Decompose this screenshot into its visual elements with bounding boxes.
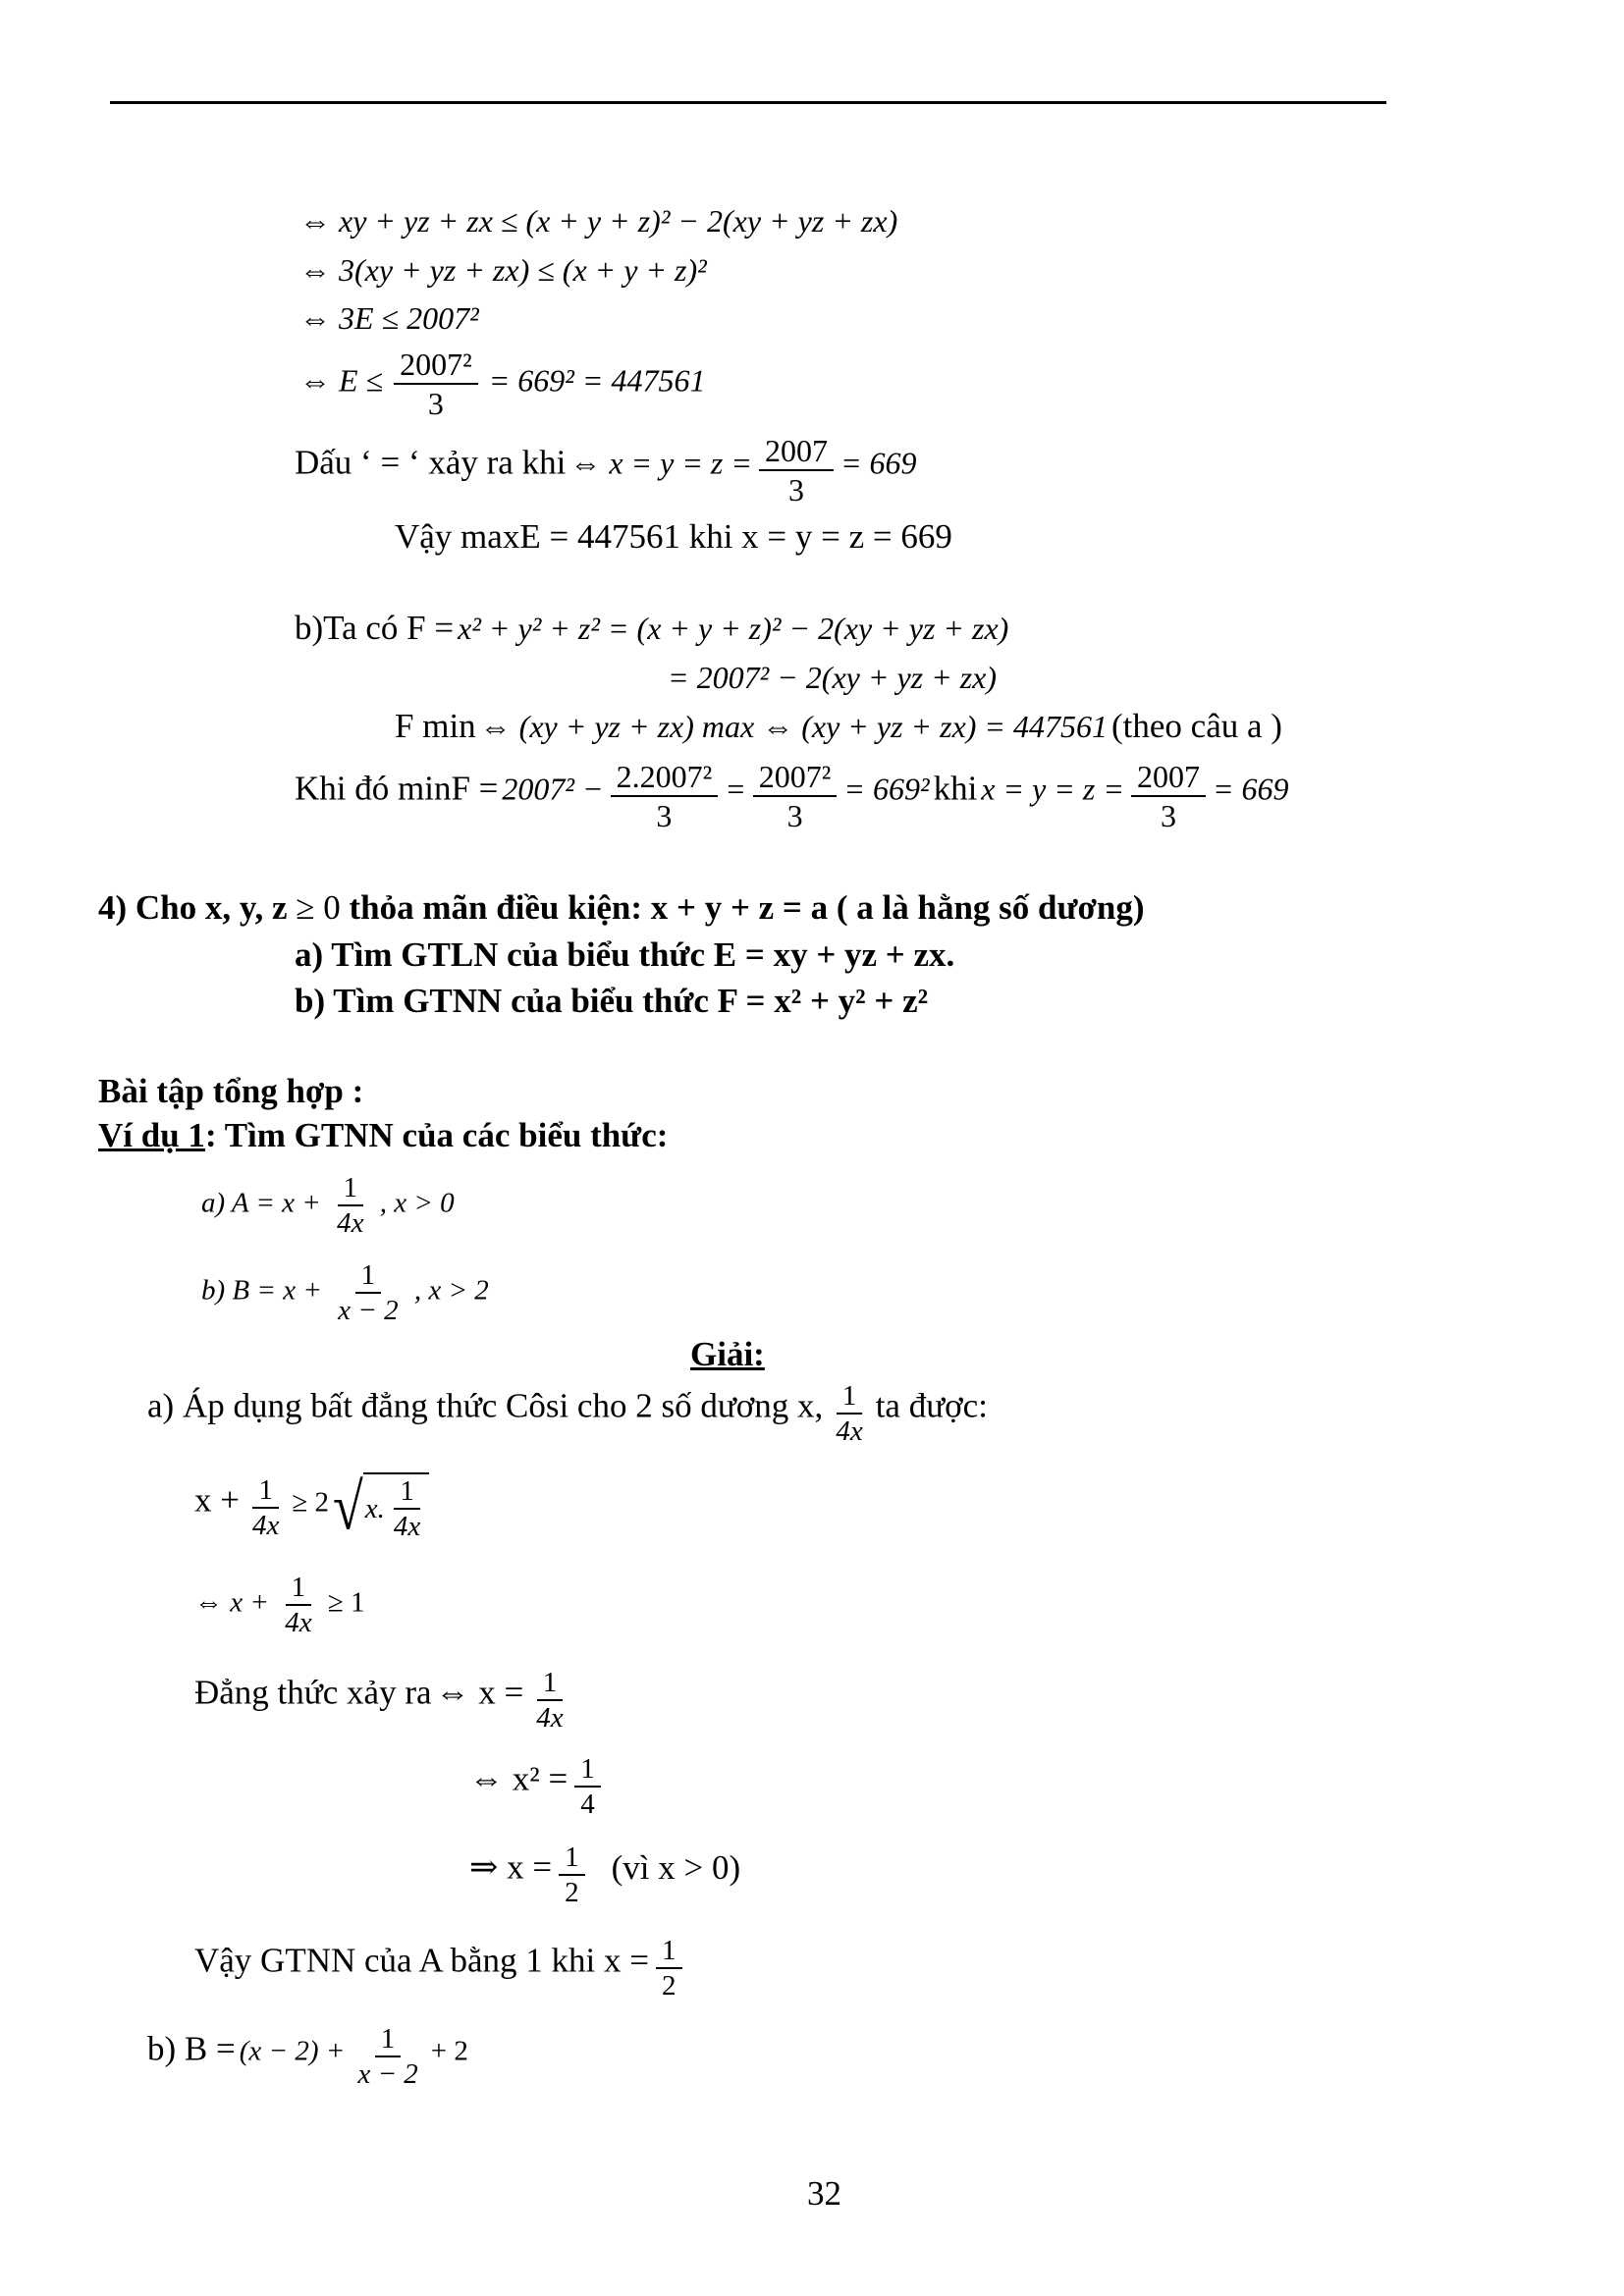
l5-pre: Dấu ‘ = ‘ xảy ra khi: [295, 443, 567, 482]
sol-b-pre: b) B =: [147, 2029, 236, 2068]
s1-sqrt-x: x.: [364, 1493, 385, 1524]
s1-sqrt-den: 4x: [393, 1511, 421, 1542]
ex-b-num: 1: [355, 1258, 382, 1294]
l4-numerator: 2007²: [394, 346, 478, 385]
solution-a-intro: [147, 1379, 988, 1448]
l7-pre: b)Ta có F =: [295, 609, 455, 647]
p4-part-1: 4) Cho x, y, z: [98, 888, 288, 927]
l5-denominator: 3: [787, 472, 804, 507]
sol-a-intro-fraction: [830, 1379, 868, 1448]
s5-den: 2: [565, 1877, 579, 1908]
l10-frac-2-num: 2007²: [753, 758, 838, 797]
l5-post: = 669: [839, 445, 917, 481]
s1-sqrt-body: [363, 1472, 430, 1543]
s1-sqrt: [333, 1472, 429, 1543]
page-number: 32: [807, 2174, 841, 2213]
s5-num: 1: [559, 1841, 585, 1876]
s2-post: ≥ 1: [327, 1586, 365, 1619]
s2-fraction: [279, 1571, 317, 1639]
l10-frac-2-den: 3: [786, 798, 803, 833]
s6-num: 1: [656, 1934, 682, 1969]
solution-step-3: [194, 1666, 572, 1735]
ex-b-post: , x > 2: [413, 1274, 489, 1307]
derivation-line-4: [299, 346, 705, 422]
solution-a-conclusion: [194, 1934, 685, 2002]
derivation-line-3: ⇔ 3E ≤ 2007²: [299, 300, 479, 336]
s2-num: 1: [286, 1571, 312, 1606]
s5-post: (vì x > 0): [611, 1847, 741, 1887]
problem-4-statement: [98, 888, 1145, 928]
sol-a-intro-post: ta được:: [875, 1386, 988, 1425]
s5-pre: ⇒ x =: [469, 1847, 553, 1887]
sol-b-post: + 2: [430, 2035, 468, 2067]
ex-b-fraction: [332, 1258, 404, 1327]
s6-fraction: [656, 1934, 682, 2002]
s1-ge: ≥ 2: [292, 1486, 330, 1519]
l5-numerator: 2007: [759, 432, 834, 471]
ex-a-pre: a) A = x +: [201, 1187, 321, 1219]
sol-a-intro-text: a) Áp dụng bất đẳng thức Côsi cho 2 số dương x,: [147, 1386, 824, 1425]
example-1-heading: [98, 1116, 668, 1155]
solution-step-5: [469, 1841, 740, 1909]
l4-denominator: 3: [427, 386, 444, 421]
l10-frac-3-den: 3: [1160, 798, 1176, 833]
p4-ge: ≥ 0: [296, 888, 341, 927]
ex-a-post: , x > 0: [379, 1187, 455, 1219]
sol-a-intro-den: 4x: [836, 1415, 863, 1447]
s6-pre: Vậy GTNN của A bằng 1 khi x =: [194, 1941, 649, 1980]
example-a-expression: [201, 1171, 455, 1240]
header-rule: [110, 101, 1386, 104]
l4-fraction: [394, 346, 478, 422]
derivation-line-1: ⇔ xy + yz + zx ≤ (x + y + z)² − 2(xy + yz + zx): [299, 203, 898, 239]
example-b-expression: [201, 1258, 489, 1327]
problem-4-a: a) Tìm GTLN của biểu thức E = xy + yz + zx.: [295, 935, 955, 974]
s1-pre: x +: [194, 1480, 240, 1520]
sol-b-m1: (x − 2) +: [239, 2035, 346, 2067]
example-label: Ví dụ 1: [98, 1116, 205, 1154]
l9-a: F min: [395, 707, 476, 745]
l10-pre: Khi đó minF =: [295, 769, 499, 808]
ex-b-den: x − 2: [338, 1295, 399, 1326]
ex-b-pre: b) B = x +: [201, 1274, 322, 1307]
s4-den: 4: [580, 1789, 595, 1820]
section-title: Bài tập tổng hợp :: [98, 1072, 364, 1110]
example-text: : Tìm GTNN của các biểu thức:: [204, 1116, 669, 1154]
ex-a-den: 4x: [337, 1207, 364, 1239]
s3-den: 4x: [536, 1702, 564, 1734]
l10-frac-1-num: 2.2007²: [611, 758, 719, 797]
l5-fraction: [759, 432, 834, 508]
l10-frac-2: [753, 758, 838, 834]
s3-pre: Đẳng thức xảy ra: [194, 1673, 432, 1712]
s1-fraction: [246, 1473, 285, 1542]
s1-den: 4x: [252, 1510, 280, 1541]
ex-a-fraction: [331, 1171, 369, 1240]
l7-math: x² + y² + z² = (x + y + z)² − 2(xy + yz + zx): [458, 611, 1009, 646]
solution-step-1: [194, 1472, 429, 1543]
l10-frac-3: [1131, 758, 1206, 834]
solution-step-4: [469, 1752, 604, 1821]
l9-b: ⇔ (xy + yz + zx) max ⇔ (xy + yz + zx) = 447561: [479, 709, 1109, 744]
ex-a-num: 1: [338, 1171, 364, 1206]
l10-frac-3-num: 2007: [1131, 758, 1206, 797]
part-b-line-3: [395, 707, 1282, 746]
sqrt-radical-icon: √: [333, 1470, 363, 1545]
l10-m1: 2007² −: [502, 771, 604, 807]
solution-heading: Giải:: [690, 1335, 765, 1373]
part-b-line-4: [295, 758, 1289, 834]
l10-khi: khi: [933, 769, 978, 808]
s2-den: 4x: [285, 1607, 312, 1638]
derivation-line-2: ⇔ 3(xy + yz + zx) ≤ (x + y + z)²: [299, 252, 707, 288]
sol-b-num: 1: [375, 2022, 402, 2057]
s4-pre: ⇔ x² =: [469, 1759, 568, 1798]
part-b-line-2: = 2007² − 2(xy + yz + zx): [668, 660, 997, 695]
sol-b-den: x − 2: [357, 2058, 418, 2090]
max-conclusion: Vậy maxE = 447561 khi x = y = z = 669: [395, 517, 952, 556]
s2-pre: ⇔ x +: [194, 1586, 269, 1619]
derivation-line-5: [295, 432, 917, 508]
l9-c: (theo câu a ): [1111, 707, 1282, 745]
l10-m4: = 669: [1212, 771, 1289, 807]
sol-b-fraction: [352, 2022, 423, 2091]
l10-eq: =: [725, 771, 746, 807]
problem-4-b: b) Tìm GTNN của biểu thức F = x² + y² + z²: [295, 982, 929, 1020]
s3-fraction: [530, 1666, 568, 1735]
l10-frac-1: [611, 758, 719, 834]
s1-num: 1: [252, 1473, 279, 1509]
sol-a-intro-num: 1: [837, 1379, 863, 1415]
s1-sqrt-fraction: [388, 1474, 426, 1543]
s4-num: 1: [574, 1752, 601, 1788]
l10-frac-1-den: 3: [656, 798, 673, 833]
l10-m3: x = y = z =: [981, 771, 1124, 807]
p4-part-2: thỏa mãn điều kiện: x + y + z = a ( a là hằng số dương): [349, 888, 1145, 927]
s3-num: 1: [537, 1666, 564, 1701]
s6-den: 2: [662, 1970, 677, 2002]
s1-sqrt-num: 1: [394, 1474, 420, 1510]
l5-mid: ⇔ x = y = z =: [569, 445, 752, 481]
part-b-line-1: [295, 609, 1008, 648]
s5-fraction: [559, 1841, 585, 1909]
s3-mid: ⇔ x =: [435, 1673, 524, 1712]
solution-step-2: [194, 1571, 365, 1639]
solution-b-start: [147, 2022, 468, 2091]
l4-pre: ⇔ E ≤: [299, 362, 384, 399]
l10-m2: = 669²: [843, 771, 930, 807]
l4-post: = 669² = 447561: [488, 362, 706, 399]
s4-fraction: [574, 1752, 601, 1821]
